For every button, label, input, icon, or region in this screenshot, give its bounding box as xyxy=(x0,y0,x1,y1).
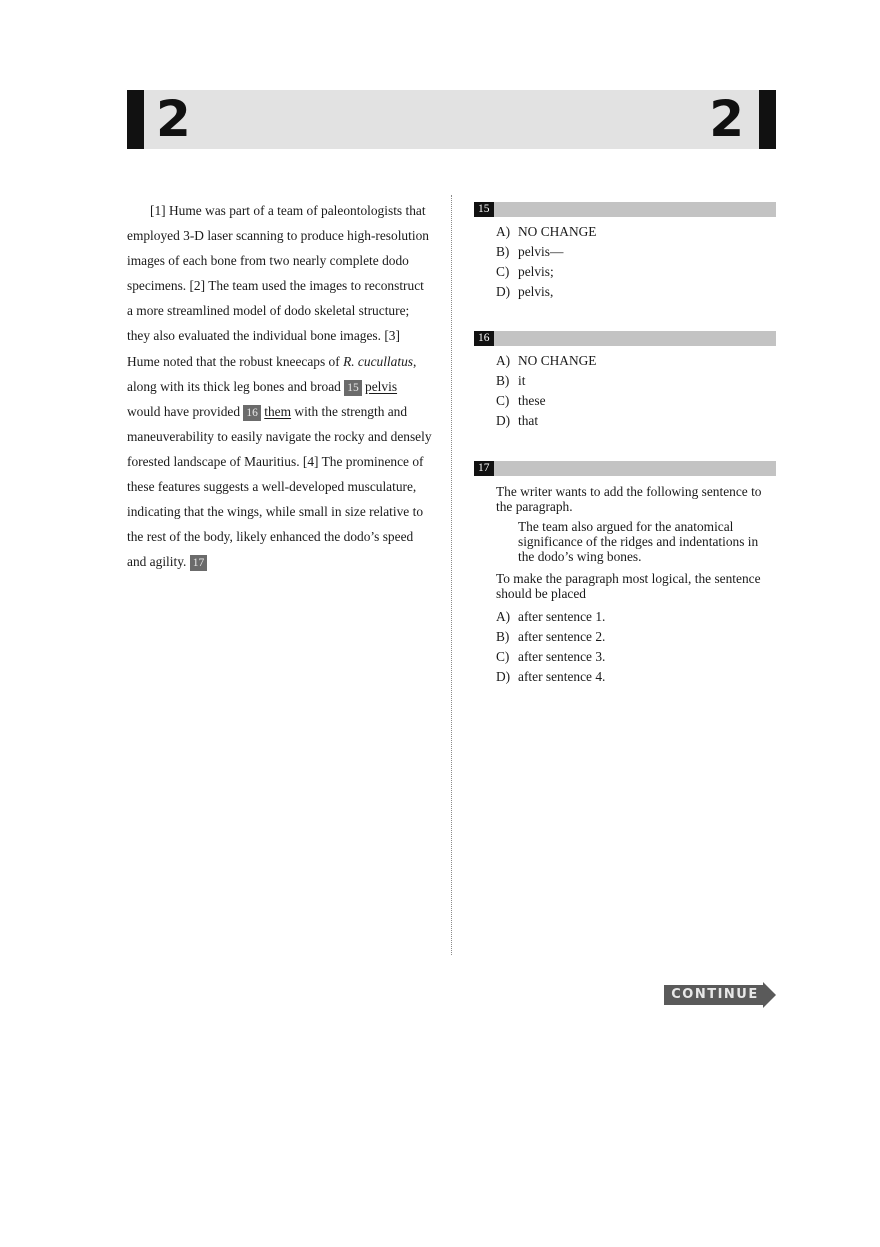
option-letter: B) xyxy=(496,244,510,259)
answer-option[interactable] xyxy=(496,411,776,431)
option-text: after sentence 4. xyxy=(518,669,606,684)
answer-options-17 xyxy=(496,607,776,687)
question-number-15: 15 xyxy=(474,202,494,217)
option-letter: A) xyxy=(496,224,511,239)
question-header-16 xyxy=(474,331,776,346)
option-letter: C) xyxy=(496,264,510,279)
option-text: NO CHANGE xyxy=(518,353,597,368)
passage-text-2: , along with its thick leg bones and broad xyxy=(127,353,417,394)
answer-option[interactable] xyxy=(496,391,776,411)
option-text: after sentence 2. xyxy=(518,629,606,644)
answer-option[interactable] xyxy=(496,647,776,667)
question-marker-17[interactable]: 17 xyxy=(190,555,208,571)
answer-option[interactable] xyxy=(496,242,776,262)
option-text: after sentence 3. xyxy=(518,649,606,664)
answer-option[interactable] xyxy=(496,282,776,302)
question-stem: The writer wants to add the following sentence to the paragraph. xyxy=(496,484,762,514)
question-17 xyxy=(474,461,776,687)
option-letter: A) xyxy=(496,609,511,624)
option-letter: D) xyxy=(496,669,511,684)
option-letter: A) xyxy=(496,353,511,368)
answer-option[interactable] xyxy=(496,222,776,242)
question-header-15 xyxy=(474,202,776,217)
species-name: R. cucullatus xyxy=(343,353,413,369)
inserted-sentence: The team also argued for the anatomical significance of the ridges and indentations in the dodo’s wing bones. xyxy=(518,519,759,564)
option-text: pelvis— xyxy=(518,244,564,259)
option-text: these xyxy=(518,393,546,408)
passage-text-3: would have provided xyxy=(127,403,244,419)
answer-option[interactable] xyxy=(496,667,776,687)
option-letter: D) xyxy=(496,284,511,299)
column-divider xyxy=(451,195,452,955)
answer-option[interactable] xyxy=(496,627,776,647)
answer-options-15 xyxy=(496,222,776,302)
passage-paragraph xyxy=(127,198,432,574)
option-text: it xyxy=(518,373,526,388)
answer-option[interactable] xyxy=(496,262,776,282)
question-number-16: 16 xyxy=(474,331,494,346)
question-prompt: To make the paragraph most logical, the sentence should be placed xyxy=(496,571,761,601)
answer-option[interactable] xyxy=(496,607,776,627)
passage-text-4: with the strength and maneuverability to easily navigate the rocky and densely forested landscape of Mauritius. [4] The prominence of these features suggests a well-developed musculature, indicating that the wings, while small in size relative to the rest of the body, likely enhanced the dodo’s speed and agility. xyxy=(127,403,432,570)
option-text: that xyxy=(518,413,539,428)
question-header-17 xyxy=(474,461,776,476)
continue-label: CONTINUE xyxy=(671,987,759,1002)
option-text: pelvis; xyxy=(518,264,554,279)
option-text: pelvis, xyxy=(518,284,554,299)
option-letter: D) xyxy=(496,413,511,428)
question-15 xyxy=(474,202,776,302)
header-bar-right xyxy=(759,90,776,149)
option-text: NO CHANGE xyxy=(518,224,597,239)
section-number-right: 2 xyxy=(709,90,744,148)
option-text: after sentence 1. xyxy=(518,609,606,624)
option-letter: B) xyxy=(496,629,510,644)
header-bar-left xyxy=(127,90,144,149)
passage xyxy=(127,198,432,574)
section-number-left: 2 xyxy=(156,90,191,148)
question-number-17: 17 xyxy=(474,461,494,476)
question-marker-16[interactable]: 16 xyxy=(243,405,261,421)
option-letter: C) xyxy=(496,649,510,664)
answer-option[interactable] xyxy=(496,371,776,391)
option-letter: C) xyxy=(496,393,510,408)
continue-button[interactable] xyxy=(664,982,776,1008)
option-letter: B) xyxy=(496,373,510,388)
underlined-them: them xyxy=(264,403,292,419)
question-16 xyxy=(474,331,776,431)
passage-text-1: [1] Hume was part of a team of paleontologists that employed 3-D laser scanning to produce high-resolution images of each bone from two nearly complete dodo specimens. [2] The team used the images to reconstruct a more streamlined model of dodo skeletal structure; they also evaluated the individual bone images. [3] Hume noted that the robust kneecaps of xyxy=(127,203,429,369)
answer-options-16 xyxy=(496,351,776,431)
question-marker-15[interactable]: 15 xyxy=(344,380,362,396)
underlined-pelvis: pelvis xyxy=(365,378,398,394)
section-header xyxy=(127,90,776,149)
answer-option[interactable] xyxy=(496,351,776,371)
